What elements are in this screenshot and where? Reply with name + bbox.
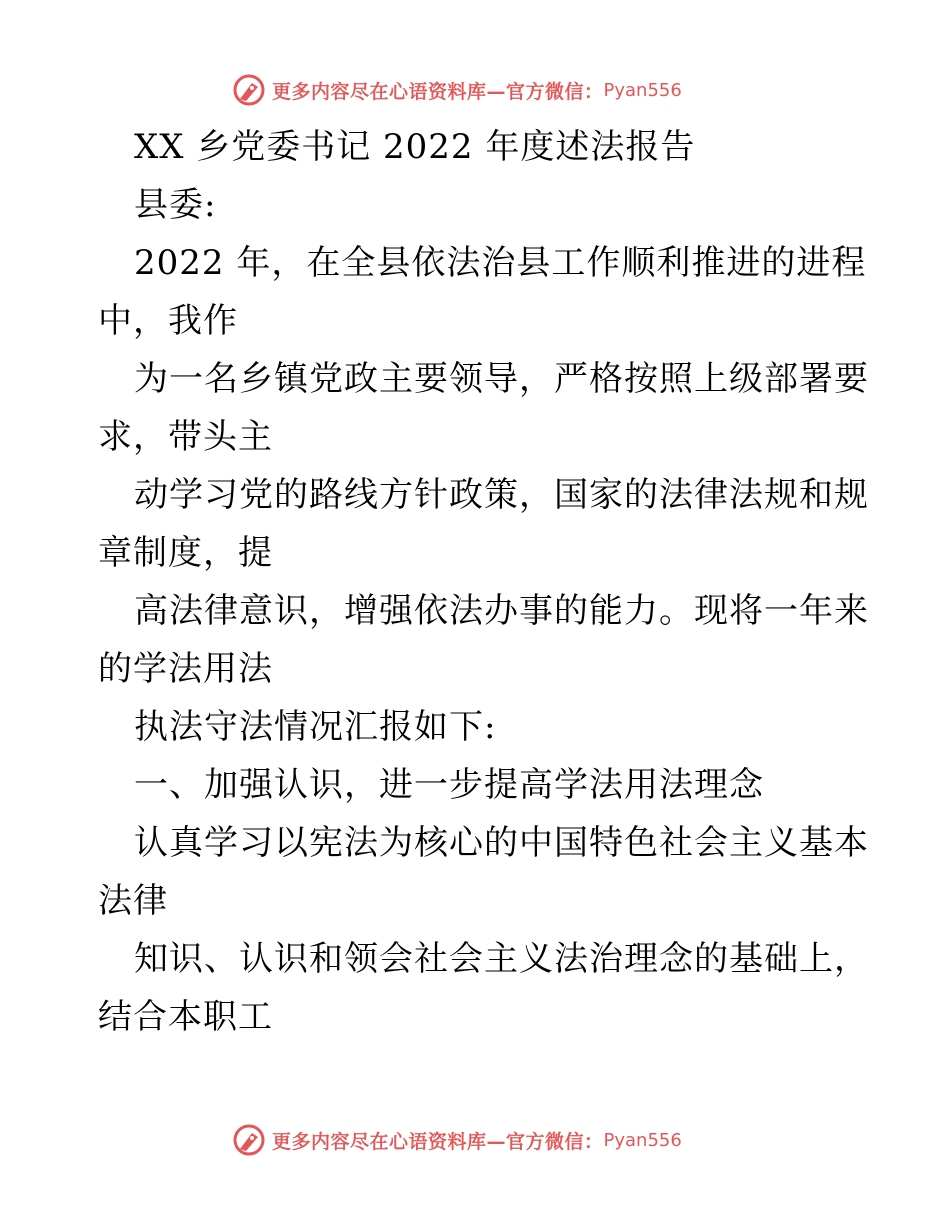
paragraph-line: 求，带头主: [98, 417, 273, 457]
salutation: 县委:: [134, 185, 217, 225]
pen-nib-logo-icon: [232, 73, 266, 107]
paragraph-line: 的学法用法: [98, 649, 273, 689]
pen-nib-logo-icon: [232, 1123, 266, 1157]
header-banner: [232, 70, 682, 110]
paragraph-line: 法律: [98, 881, 168, 921]
paragraph-line: 认真学习以宪法为核心的中国特色社会主义基本: [134, 823, 869, 863]
paragraph-line: 高法律意识，增强依法办事的能力。现将一年来: [134, 591, 869, 631]
document-title: XX 乡党委书记 2022 年度述法报告: [134, 127, 696, 167]
section-heading: 一、加强认识，进一步提高学法用法理念: [134, 765, 764, 805]
paragraph-line: 动学习党的路线方针政策，国家的法律法规和规: [134, 475, 869, 515]
header-banner-wechat: Pyan556: [603, 79, 682, 101]
paragraph-line: 为一名乡镇党政主要领导，严格按照上级部署要: [134, 359, 869, 399]
footer-banner-text: 更多内容尽在心语资料库—官方微信：: [272, 1130, 604, 1153]
paragraph-line: 章制度，提: [98, 533, 273, 573]
paragraph-line: 中，我作: [98, 301, 238, 341]
document-body: [98, 118, 869, 1046]
paragraph-line: 知识、认识和领会社会主义法治理念的基础上，: [134, 939, 869, 979]
footer-banner: [232, 1120, 682, 1160]
header-banner-text: 更多内容尽在心语资料库—官方微信：: [272, 80, 604, 103]
footer-banner-wechat: Pyan556: [603, 1129, 682, 1151]
paragraph-line: 执法守法情况汇报如下:: [134, 707, 497, 747]
paragraph-line: 结合本职工: [98, 997, 273, 1037]
paragraph-line: 2022 年，在全县依法治县工作顺利推进的进程: [134, 243, 867, 283]
